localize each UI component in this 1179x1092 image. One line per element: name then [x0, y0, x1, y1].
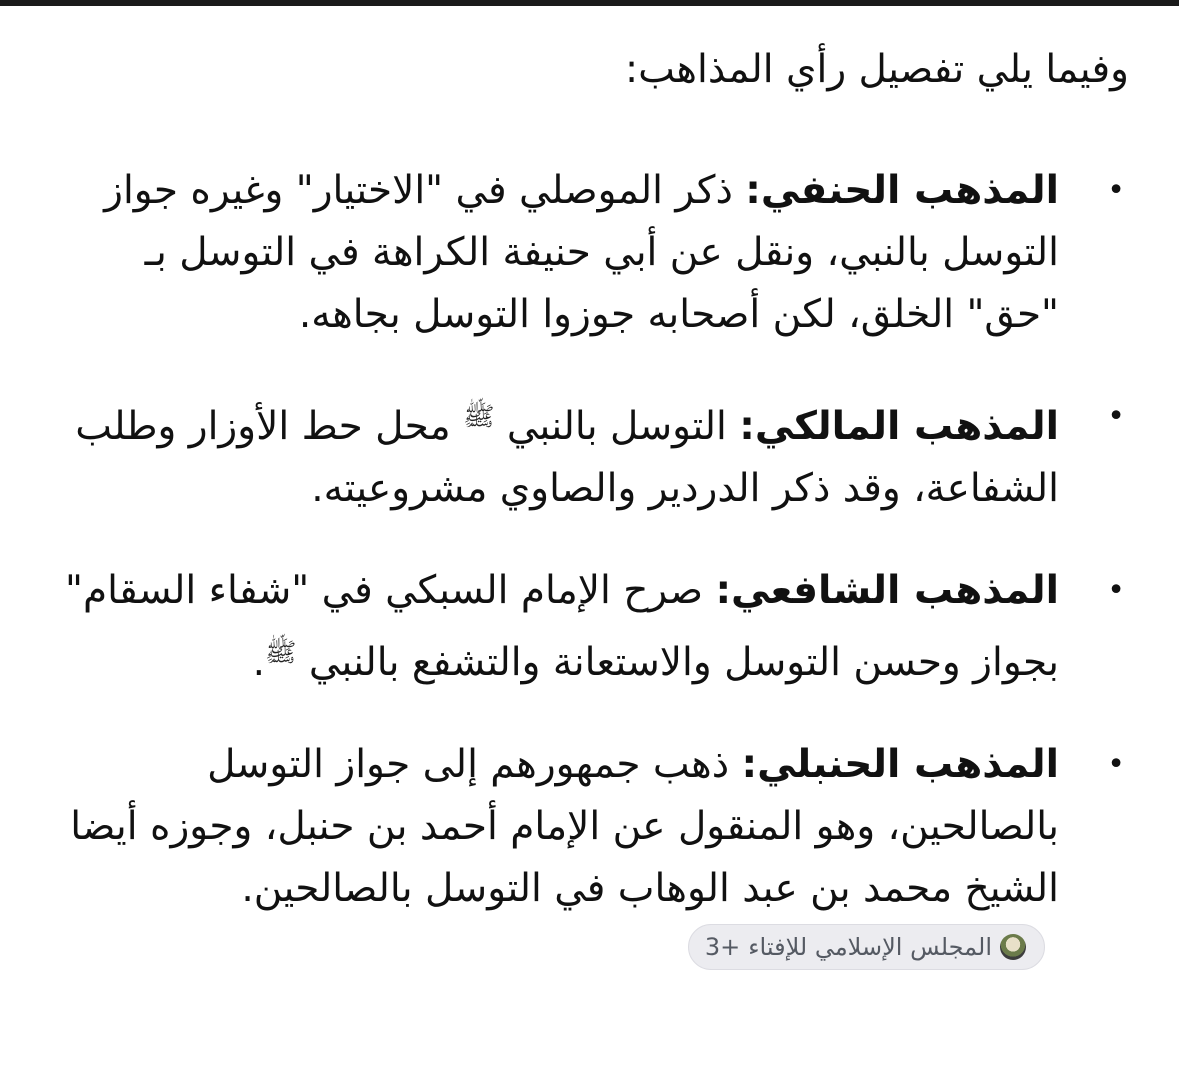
list-item-hanbali	[60, 734, 1129, 982]
madhahib-list	[60, 160, 1129, 982]
madhhab-text: صرح الإمام السبكي في "شفاء السقام" بجواز وحسن التوسل والاستعانة والتشفع بالنبي	[65, 568, 1059, 685]
madhhab-text-cont: .	[252, 640, 265, 685]
bullet-icon: •	[1107, 173, 1125, 208]
intro-text: وفيما يلي تفصيل رأي المذاهب:	[624, 47, 1129, 92]
madhhab-name: المذهب الشافعي:	[715, 568, 1059, 613]
madhhab-text: ذهب جمهورهم إلى جواز التوسل بالصالحين، وهو المنقول عن الإمام أحمد بن حنبل، وجوزه أيضا الشيخ محمد بن عبد الوهاب في التوسل بالصالحين.	[70, 742, 1059, 911]
source-label: المجلس الإسلامي للإفتاء	[748, 932, 992, 961]
madhhab-name: المذهب المالكي:	[739, 404, 1059, 449]
madhhab-text-cont: محل حط الأوزار وطلب الشفاعة، وقد ذكر الدردير والصاوي مشروعيته.	[75, 404, 1059, 511]
madhhab-name: المذهب الحنبلي:	[741, 742, 1059, 787]
madhhab-name: المذهب الحنفي:	[745, 168, 1059, 213]
pbuh-glyph: ﷺ	[463, 402, 495, 432]
bullet-icon: •	[1107, 399, 1125, 434]
top-divider	[0, 0, 1179, 6]
list-item-shafii	[60, 560, 1129, 694]
answer-content	[60, 38, 1129, 982]
madhhab-text: التوسل بالنبي	[494, 404, 740, 449]
bullet-icon: •	[1107, 573, 1125, 608]
list-item-hanafi	[60, 160, 1129, 346]
list-item-maliki	[60, 386, 1129, 520]
madhhab-text: ذكر الموصلي في "الاختيار" وغيره جواز التوسل بالنبي، ونقل عن أبي حنيفة الكراهة في التوسل بـ "حق" الخلق، لكن أصحابه جوزوا التوسل بجاهه.	[104, 168, 1059, 337]
source-chip[interactable]	[688, 924, 1045, 970]
bullet-icon: •	[1107, 747, 1125, 782]
source-count: +3	[704, 932, 741, 961]
pbuh-glyph: ﷺ	[265, 638, 297, 668]
seal-icon	[1000, 934, 1026, 960]
